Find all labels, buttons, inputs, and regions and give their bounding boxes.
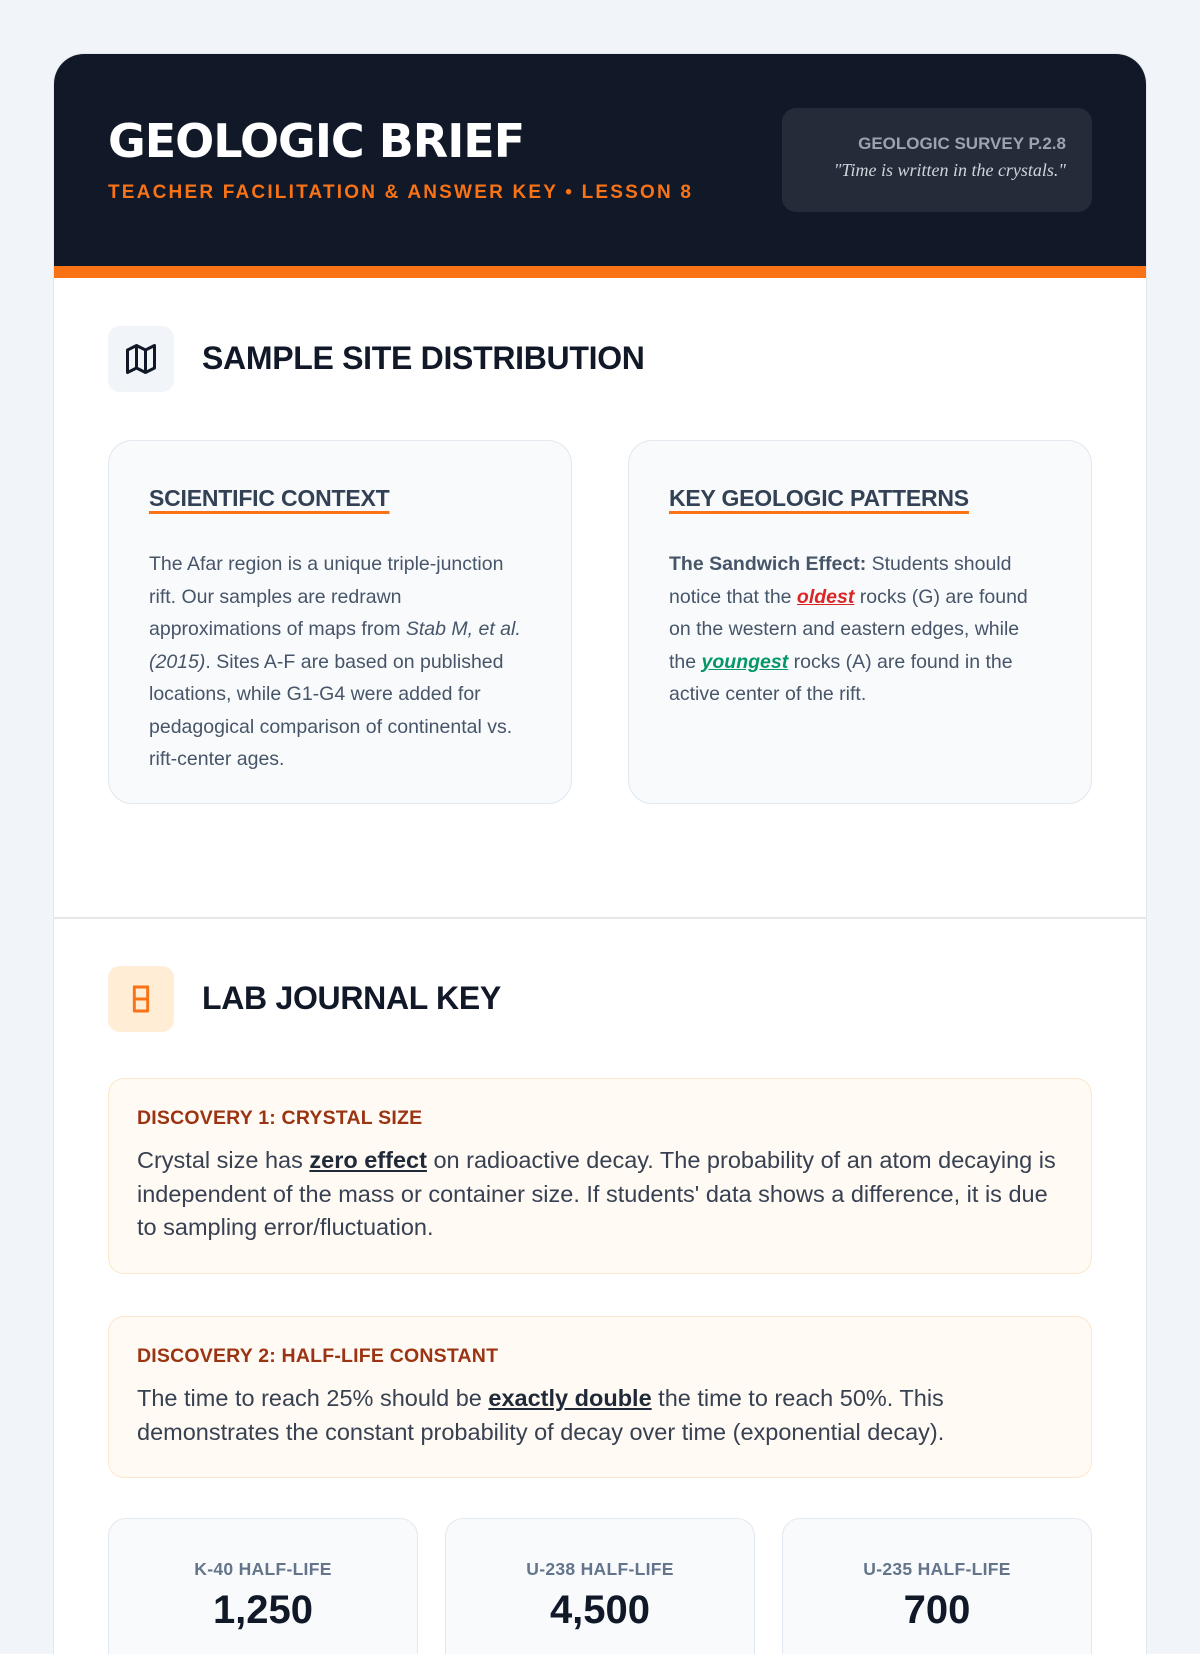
oldest-term: oldest [796, 585, 855, 608]
discovery-2-label: DISCOVERY 2: HALF-LIFE CONSTANT [137, 1345, 499, 1367]
discovery-1-text: Crystal size has zero effect on radioactive decay. The probability of an atom decaying is independent of the mass or container size. If students' data shows a difference, it is due to sampling error/fluctuation. [137, 1147, 1056, 1240]
stat-value: 1,250 [212, 1588, 314, 1632]
stat-value: 4,500 [549, 1588, 651, 1632]
patterns-heading: KEY GEOLOGIC PATTERNS [669, 485, 969, 511]
brief-card [54, 54, 1146, 1654]
survey-id: GEOLOGIC SURVEY P.2.8 [858, 134, 1066, 153]
u235-stat-card [782, 1518, 1092, 1654]
discovery-2-card [108, 1316, 1092, 1478]
youngest-term: youngest [701, 650, 789, 673]
discovery-1-emphasis: zero effect [309, 1147, 427, 1173]
page-title: GEOLOGIC BRIEF [108, 114, 525, 168]
discovery-2-emphasis: exactly double [488, 1385, 652, 1411]
sandwich-effect-label: The Sandwich Effect: [669, 553, 867, 575]
map-icon [108, 326, 174, 392]
header-banner [54, 54, 1146, 278]
stat-label: U-238 HALF-LIFE [526, 1559, 674, 1579]
site-section-title: SAMPLE SITE DISTRIBUTION [202, 340, 645, 376]
motto: "Time is written in the crystals." [833, 160, 1066, 180]
discovery-1-card [108, 1078, 1092, 1274]
patterns-text: The Sandwich Effect: Students should notice that the oldest rocks (G) are found on the western and eastern edges, while the youngest rocks (A) are found in the active center of the rift. [669, 553, 1028, 705]
beaker-icon [108, 966, 174, 1032]
k40-stat-card [108, 1518, 418, 1654]
stat-value: 700 [903, 1588, 971, 1632]
page-subtitle: TEACHER FACILITATION & ANSWER KEY • LESSON 8 [108, 182, 694, 203]
scientific-context-panel [108, 440, 572, 804]
stat-label: K-40 HALF-LIFE [194, 1559, 332, 1579]
discovery-2-text: The time to reach 25% should be exactly double the time to reach 50%. This demonstrates the constant probability of decay over time (exponential decay). [137, 1385, 945, 1445]
citation: Stab M, et al. (2015) [149, 618, 521, 673]
stat-label: U-235 HALF-LIFE [863, 1559, 1011, 1579]
key-patterns-panel [628, 440, 1092, 804]
section-divider [54, 917, 1146, 919]
journal-section-title: LAB JOURNAL KEY [202, 980, 501, 1016]
discovery-1-label: DISCOVERY 1: CRYSTAL SIZE [137, 1107, 423, 1129]
context-heading: SCIENTIFIC CONTEXT [149, 485, 390, 511]
u238-stat-card [445, 1518, 755, 1654]
context-text: The Afar region is a unique triple-junction rift. Our samples are redrawn approximations of maps from Stab M, et al. (2015). Sites A-F are based on published locations, while G1-G4 were added for pedagogical comparison of continental vs. rift-center ages. [149, 553, 521, 770]
survey-quote-box [782, 108, 1092, 212]
